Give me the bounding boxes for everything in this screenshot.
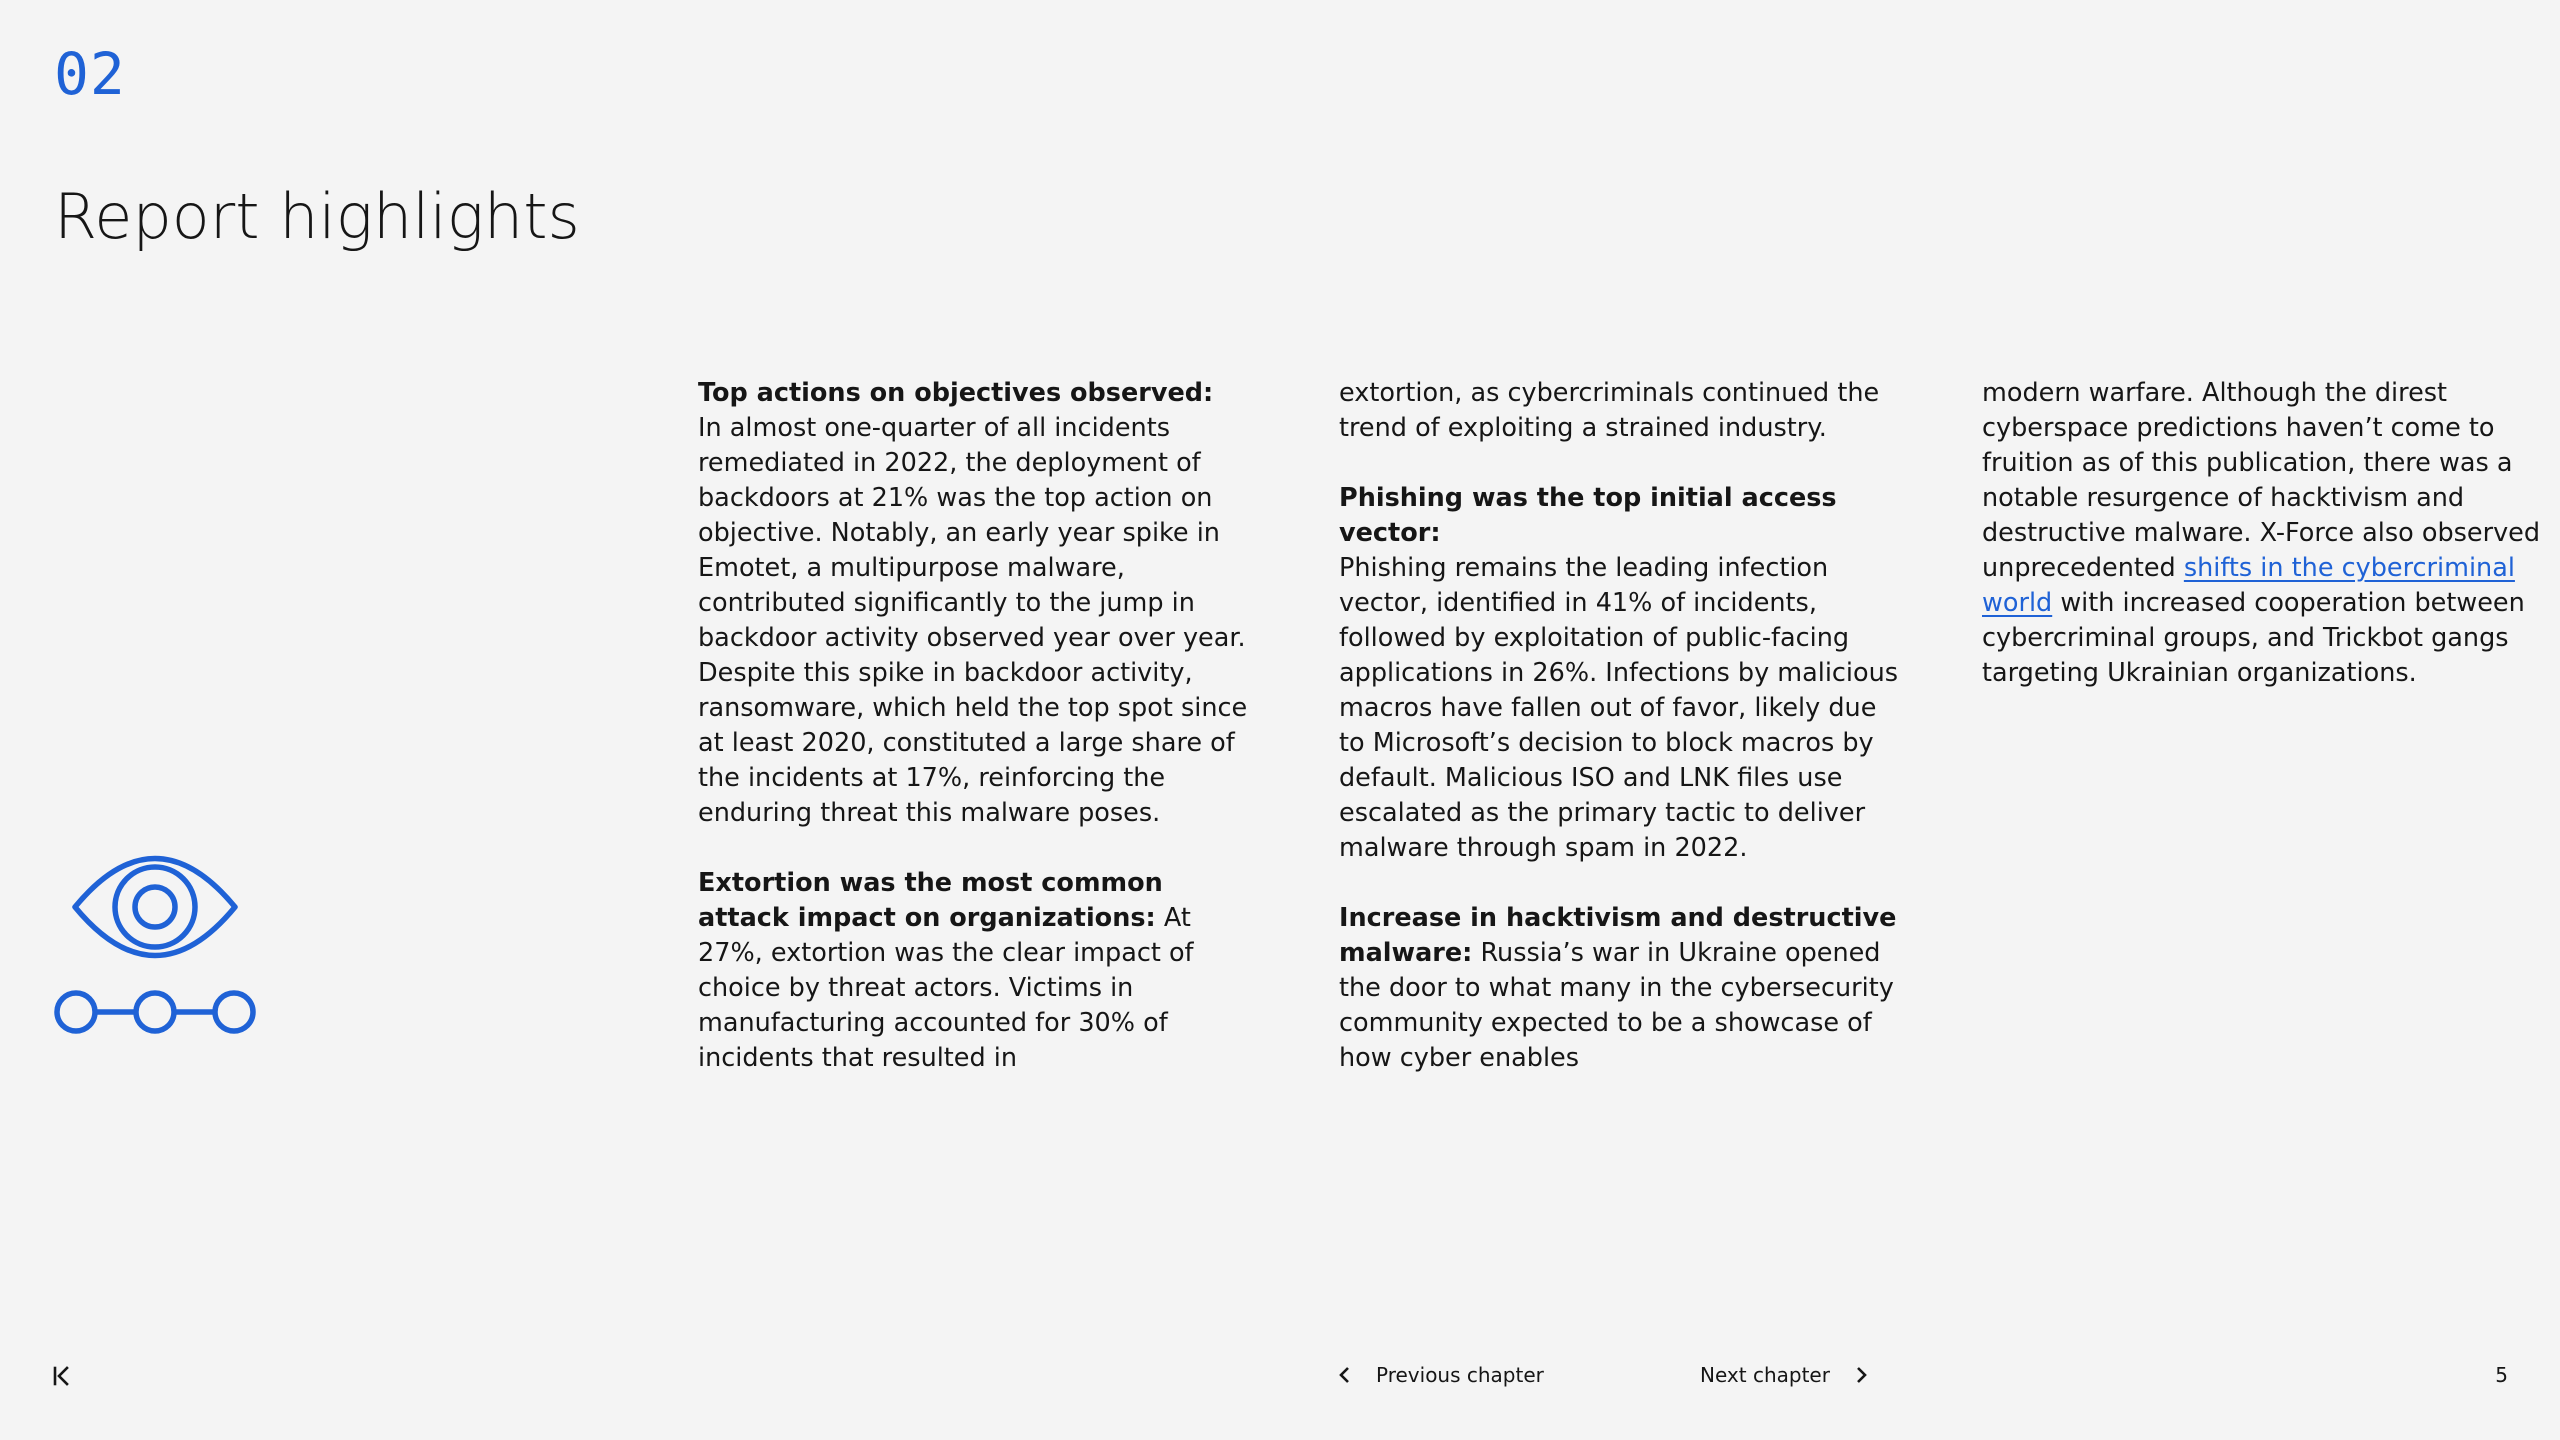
chevron-left-icon	[1334, 1364, 1356, 1386]
body-phishing: Phishing remains the leading infection vector, identified in 41% of incidents, followed by exploitation of public-facing applications in 26%. Infections by malicious macros have fallen out of favor, likely due to Microsoft’s decision to block macros by default. Malicious ISO and LNK files use escalated as the primary tactic to deliver malware through spam in 2022.	[1339, 553, 1899, 863]
text-column-2	[1339, 376, 1899, 1076]
paragraph-top-actions	[698, 376, 1258, 831]
previous-chapter-label: Previous chapter	[1376, 1363, 1544, 1387]
page-title: Report highlights	[54, 180, 580, 253]
heading-top-actions: Top actions on objectives observed:	[698, 378, 1214, 408]
chapter-number: 02	[54, 40, 126, 108]
next-chapter-button[interactable]	[1700, 1360, 1872, 1390]
heading-hacktivism: Increase in hacktivism and destructive malware:	[1339, 903, 1897, 968]
body-hacktivism-continued: modern warfare. Although the direst cyberspace predictions haven’t come to fruition as of this publication, there was a notable resurgence of hacktivism and destructive malware. X-Force also observed unprecedented	[1982, 378, 2541, 583]
paragraph-extortion-continued	[1339, 376, 1899, 446]
next-chapter-label: Next chapter	[1700, 1363, 1830, 1387]
paragraph-phishing	[1339, 481, 1899, 866]
body-hacktivism-end: with increased cooperation between cybercriminal groups, and Trickbot gangs targeting Ukrainian organizations.	[1982, 588, 2525, 688]
body-extortion: At 27%, extortion was the clear impact of choice by threat actors. Victims in manufacturing accounted for 30% of incidents that resulted in	[698, 903, 1194, 1073]
paragraph-extortion	[698, 866, 1258, 1076]
paragraph-hacktivism-continued	[1982, 376, 2542, 691]
chevron-right-icon	[1850, 1364, 1872, 1386]
first-page-icon	[50, 1364, 74, 1388]
text-column-1	[698, 376, 1258, 1076]
body-hacktivism: Russia’s war in Ukraine opened the door to what many in the cybersecurity community expected to be a showcase of how cyber enables	[1339, 938, 1894, 1073]
body-extortion-continued: extortion, as cybercriminals continued the trend of exploiting a strained industry.	[1339, 378, 1880, 443]
footer-navigation	[0, 1356, 2560, 1396]
cybercriminal-shifts-link[interactable]: shifts in the cybercriminal world	[1982, 553, 2515, 618]
heading-extortion: Extortion was the most common attack impact on organizations:	[698, 868, 1163, 933]
page-number: 5	[2495, 1363, 2508, 1387]
previous-chapter-button[interactable]	[1334, 1360, 1544, 1390]
body-top-actions: In almost one-quarter of all incidents remediated in 2022, the deployment of backdoors at 21% was the top action on objective. Notably, an early year spike in Emotet, a multipurpose malware, contributed significantly to the jump in backdoor activity observed year over year. Despite this spike in backdoor activity, ransomware, which held the top spot since at least 2020, constituted a large share of the incidents at 17%, reinforcing the enduring threat this malware poses.	[698, 413, 1248, 828]
eye-with-nodes-icon	[50, 848, 260, 1038]
heading-phishing: Phishing was the top initial access vector:	[1339, 483, 1837, 548]
first-page-button[interactable]	[50, 1364, 74, 1388]
paragraph-hacktivism	[1339, 901, 1899, 1076]
text-column-3	[1982, 376, 2542, 691]
